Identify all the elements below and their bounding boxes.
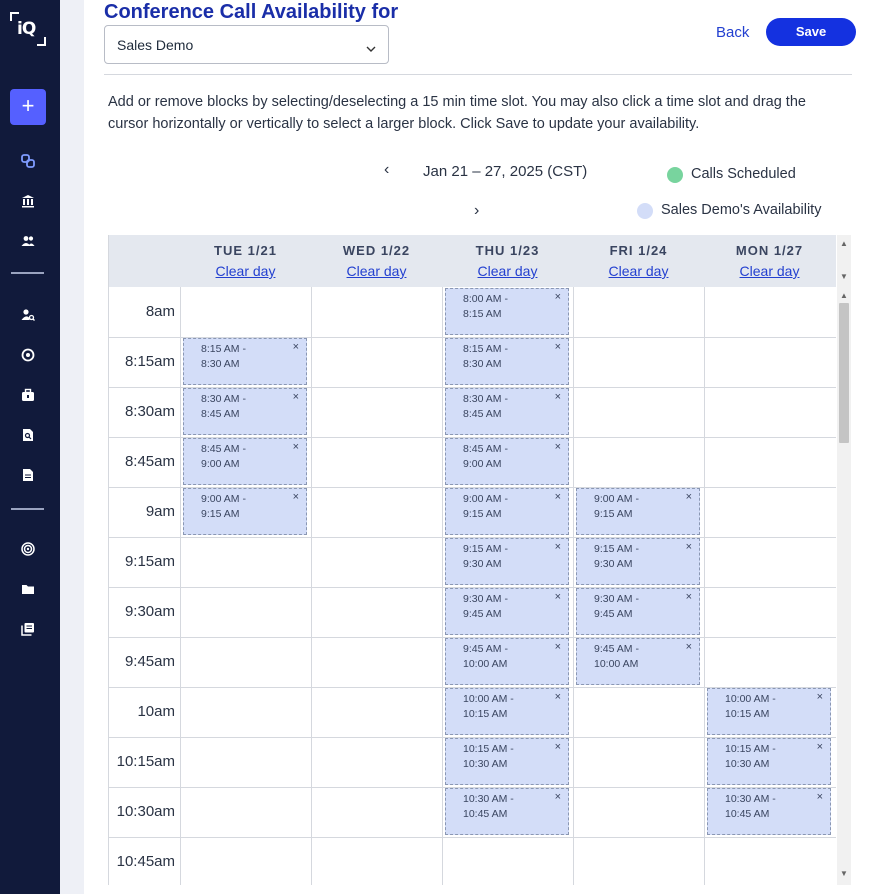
scroll-down-arrow-icon[interactable]: ▼ <box>840 869 848 878</box>
availability-block[interactable] <box>445 738 569 785</box>
time-slot[interactable] <box>442 437 573 487</box>
time-slot[interactable] <box>704 487 835 537</box>
chevron-down-icon <box>366 40 376 56</box>
scroll-down-arrow-icon[interactable]: ▼ <box>840 272 848 281</box>
availability-block[interactable] <box>183 488 307 535</box>
remove-block-icon[interactable]: × <box>816 741 823 753</box>
remove-block-icon[interactable]: × <box>685 491 692 503</box>
users-icon[interactable] <box>18 231 38 251</box>
time-slot[interactable] <box>704 787 835 837</box>
time-slot[interactable] <box>311 587 442 637</box>
logo-bracket <box>37 37 46 46</box>
time-slot[interactable] <box>180 537 311 587</box>
bank-icon[interactable] <box>18 191 38 211</box>
main-panel <box>84 0 889 894</box>
time-label: 10:45am <box>116 853 175 870</box>
block-time-label: 10:30 AM - 10:45 AM <box>725 793 776 820</box>
remove-block-icon[interactable]: × <box>554 741 561 753</box>
remove-block-icon[interactable]: × <box>685 541 692 553</box>
availability-grid <box>108 235 851 885</box>
time-row <box>109 387 836 438</box>
availability-block[interactable] <box>445 388 569 435</box>
time-slot[interactable] <box>442 287 573 337</box>
day-header <box>311 235 442 287</box>
block-time-label: 8:30 AM - 8:45 AM <box>201 393 246 420</box>
time-label: 10am <box>137 703 175 720</box>
logo-text: iQ <box>17 19 36 39</box>
day-header <box>573 235 704 287</box>
time-row <box>109 637 836 688</box>
back-link[interactable]: Back <box>716 24 750 41</box>
day-header <box>180 235 311 287</box>
availability-block[interactable] <box>445 638 569 685</box>
time-label: 9am <box>145 503 175 520</box>
briefcase-icon[interactable] <box>18 385 38 405</box>
scroll-up-arrow-icon[interactable]: ▲ <box>840 239 848 248</box>
time-slot[interactable] <box>180 387 311 437</box>
clear-day-link[interactable]: Clear day <box>346 263 407 279</box>
block-time-label: 10:15 AM - 10:30 AM <box>463 743 514 770</box>
time-slot[interactable] <box>442 787 573 837</box>
clear-day-link[interactable]: Clear day <box>608 263 669 279</box>
app-logo[interactable] <box>10 12 46 46</box>
target-icon[interactable] <box>18 345 38 365</box>
time-slot[interactable] <box>442 637 573 687</box>
remove-block-icon[interactable]: × <box>554 391 561 403</box>
time-slot[interactable] <box>311 537 442 587</box>
time-slot[interactable] <box>704 737 835 787</box>
time-slot[interactable] <box>311 787 442 837</box>
remove-block-icon[interactable]: × <box>685 591 692 603</box>
remove-block-icon[interactable]: × <box>554 341 561 353</box>
time-slot[interactable] <box>311 837 442 885</box>
remove-block-icon[interactable]: × <box>816 691 823 703</box>
time-label: 9:15am <box>124 553 175 570</box>
legend-calls-scheduled: Calls Scheduled <box>691 166 796 182</box>
time-slot[interactable] <box>311 487 442 537</box>
time-slot[interactable] <box>442 337 573 387</box>
time-slot[interactable] <box>573 437 704 487</box>
remove-block-icon[interactable]: × <box>554 541 561 553</box>
calendar-select[interactable] <box>104 25 389 64</box>
availability-block[interactable] <box>576 488 700 535</box>
link-icon[interactable] <box>18 151 38 171</box>
time-slot[interactable] <box>311 637 442 687</box>
calendar-select-value: Sales Demo <box>117 37 194 53</box>
time-row <box>109 337 836 388</box>
time-label: 10:30am <box>116 803 175 820</box>
sidebar-divider <box>11 508 44 510</box>
remove-block-icon[interactable]: × <box>685 641 692 653</box>
scrollbar-thumb[interactable] <box>839 303 849 443</box>
time-slot[interactable] <box>573 537 704 587</box>
time-label: 9:45am <box>124 653 175 670</box>
sidebar-divider <box>11 272 44 274</box>
time-slot[interactable] <box>573 337 704 387</box>
time-row <box>109 287 836 338</box>
remove-block-icon[interactable]: × <box>554 491 561 503</box>
time-slot[interactable] <box>180 587 311 637</box>
block-time-label: 10:30 AM - 10:45 AM <box>463 793 514 820</box>
page-title: Conference Call Availability for <box>104 1 399 23</box>
time-label: 9:30am <box>124 603 175 620</box>
block-time-label: 9:00 AM - 9:15 AM <box>463 493 508 520</box>
availability-block[interactable] <box>183 388 307 435</box>
time-row <box>109 787 836 838</box>
time-label: 10:15am <box>116 753 175 770</box>
remove-block-icon[interactable]: × <box>816 791 823 803</box>
user-search-icon[interactable] <box>18 305 38 325</box>
time-label: 8:30am <box>124 403 175 420</box>
block-time-label: 8:00 AM - 8:15 AM <box>463 293 508 320</box>
time-slot[interactable] <box>704 337 835 387</box>
time-slot[interactable] <box>573 787 704 837</box>
remove-block-icon[interactable]: × <box>554 691 561 703</box>
availability-block[interactable] <box>445 538 569 585</box>
header-divider <box>104 74 852 75</box>
instructions-text: Add or remove blocks by selecting/deselecting a 15 min time slot. You may also click a time slot and drag the cursor horizontally or vertically to select a larger block. Click Save to update your availability. <box>108 94 806 132</box>
time-slot[interactable] <box>442 387 573 437</box>
block-time-label: 8:30 AM - 8:45 AM <box>463 393 508 420</box>
library-icon[interactable] <box>18 619 38 639</box>
time-slot[interactable] <box>180 787 311 837</box>
availability-block[interactable] <box>707 738 831 785</box>
day-header <box>704 235 835 287</box>
block-time-label: 8:45 AM - 9:00 AM <box>463 443 508 470</box>
block-time-label: 9:15 AM - 9:30 AM <box>463 543 508 570</box>
time-slot[interactable] <box>180 837 311 885</box>
time-slot[interactable] <box>442 687 573 737</box>
time-slot[interactable] <box>704 537 835 587</box>
time-slot[interactable] <box>704 687 835 737</box>
next-week-button[interactable]: › <box>474 202 480 219</box>
block-time-label: 9:30 AM - 9:45 AM <box>463 593 508 620</box>
time-slot[interactable] <box>573 587 704 637</box>
availability-block[interactable] <box>576 638 700 685</box>
remove-block-icon[interactable]: × <box>554 641 561 653</box>
availability-block[interactable] <box>445 588 569 635</box>
time-row <box>109 437 836 488</box>
add-button[interactable]: + <box>10 89 46 125</box>
time-label: 8am <box>145 303 175 320</box>
bullseye-icon[interactable] <box>18 539 38 559</box>
time-slot[interactable] <box>180 337 311 387</box>
time-row <box>109 587 836 638</box>
availability-block[interactable] <box>445 488 569 535</box>
time-slot[interactable] <box>573 637 704 687</box>
time-slot[interactable] <box>573 687 704 737</box>
block-time-label: 9:45 AM - 10:00 AM <box>594 643 639 670</box>
remove-block-icon[interactable]: × <box>292 491 299 503</box>
time-row <box>109 687 836 738</box>
time-slot[interactable] <box>442 837 573 885</box>
clear-day-link[interactable]: Clear day <box>739 263 800 279</box>
block-time-label: 8:15 AM - 8:30 AM <box>201 343 246 370</box>
legend-availability: Sales Demo's Availability <box>661 202 822 218</box>
remove-block-icon[interactable]: × <box>292 391 299 403</box>
time-slot[interactable] <box>704 837 835 885</box>
time-slot[interactable] <box>573 487 704 537</box>
block-time-label: 8:15 AM - 8:30 AM <box>463 343 508 370</box>
time-slot[interactable] <box>573 287 704 337</box>
time-slot[interactable] <box>442 537 573 587</box>
time-slot[interactable] <box>573 837 704 885</box>
time-slot[interactable] <box>180 287 311 337</box>
availability-block[interactable] <box>445 288 569 335</box>
calls-scheduled-dot-icon <box>667 167 683 183</box>
day-name: TUE 1/21 <box>214 243 277 258</box>
time-row <box>109 837 836 885</box>
time-slot[interactable] <box>442 737 573 787</box>
block-time-label: 8:45 AM - 9:00 AM <box>201 443 246 470</box>
availability-block[interactable] <box>707 788 831 835</box>
time-slot[interactable] <box>442 487 573 537</box>
day-name: WED 1/22 <box>342 243 411 258</box>
prev-week-button[interactable]: ‹ <box>384 161 390 178</box>
time-slot[interactable] <box>311 687 442 737</box>
time-slot[interactable] <box>442 587 573 637</box>
clear-day-link[interactable]: Clear day <box>215 263 276 279</box>
block-time-label: 9:15 AM - 9:30 AM <box>594 543 639 570</box>
time-row <box>109 737 836 788</box>
remove-block-icon[interactable]: × <box>554 791 561 803</box>
remove-block-icon[interactable]: × <box>554 441 561 453</box>
time-label: 8:15am <box>124 353 175 370</box>
time-slot[interactable] <box>180 637 311 687</box>
availability-block[interactable] <box>183 438 307 485</box>
time-slot[interactable] <box>311 437 442 487</box>
folder-icon[interactable] <box>18 579 38 599</box>
block-time-label: 10:00 AM - 10:15 AM <box>725 693 776 720</box>
document-icon[interactable] <box>18 465 38 485</box>
day-name: THU 1/23 <box>475 243 540 258</box>
grid-scrollbar[interactable] <box>837 287 851 885</box>
time-slot[interactable] <box>573 387 704 437</box>
time-slot[interactable] <box>180 487 311 537</box>
time-slot[interactable] <box>180 737 311 787</box>
availability-dot-icon <box>637 203 653 219</box>
time-row <box>109 537 836 588</box>
remove-block-icon[interactable]: × <box>292 441 299 453</box>
time-slot[interactable] <box>704 637 835 687</box>
time-slot[interactable] <box>704 587 835 637</box>
time-row <box>109 487 836 538</box>
time-slot[interactable] <box>311 337 442 387</box>
block-time-label: 10:15 AM - 10:30 AM <box>725 743 776 770</box>
day-name: FRI 1/24 <box>609 243 668 258</box>
day-header <box>442 235 573 287</box>
save-button[interactable]: Save <box>766 18 856 46</box>
time-slot[interactable] <box>704 437 835 487</box>
time-slot[interactable] <box>704 387 835 437</box>
clear-day-link[interactable]: Clear day <box>477 263 538 279</box>
availability-block[interactable] <box>576 538 700 585</box>
block-time-label: 9:45 AM - 10:00 AM <box>463 643 508 670</box>
time-slot[interactable] <box>311 387 442 437</box>
remove-block-icon[interactable]: × <box>554 591 561 603</box>
time-slot[interactable] <box>311 737 442 787</box>
doc-search-icon[interactable] <box>18 425 38 445</box>
availability-block[interactable] <box>576 588 700 635</box>
time-slot[interactable] <box>573 737 704 787</box>
block-time-label: 9:00 AM - 9:15 AM <box>594 493 639 520</box>
block-time-label: 9:30 AM - 9:45 AM <box>594 593 639 620</box>
availability-block[interactable] <box>445 788 569 835</box>
remove-block-icon[interactable]: × <box>554 291 561 303</box>
header-scrollbar[interactable] <box>837 235 851 287</box>
sidebar <box>0 0 60 894</box>
availability-block[interactable] <box>445 338 569 385</box>
time-slot[interactable] <box>311 287 442 337</box>
time-slot[interactable] <box>704 287 835 337</box>
grid-header <box>109 235 836 287</box>
scroll-up-arrow-icon[interactable]: ▲ <box>840 291 848 300</box>
date-range: Jan 21 – 27, 2025 (CST) <box>423 163 588 180</box>
block-time-label: 10:00 AM - 10:15 AM <box>463 693 514 720</box>
time-label: 8:45am <box>124 453 175 470</box>
remove-block-icon[interactable]: × <box>292 341 299 353</box>
availability-block[interactable] <box>445 438 569 485</box>
block-time-label: 9:00 AM - 9:15 AM <box>201 493 246 520</box>
availability-block[interactable] <box>445 688 569 735</box>
time-slot[interactable] <box>180 687 311 737</box>
availability-block[interactable] <box>707 688 831 735</box>
day-name: MON 1/27 <box>735 243 804 258</box>
availability-block[interactable] <box>183 338 307 385</box>
time-slot[interactable] <box>180 437 311 487</box>
